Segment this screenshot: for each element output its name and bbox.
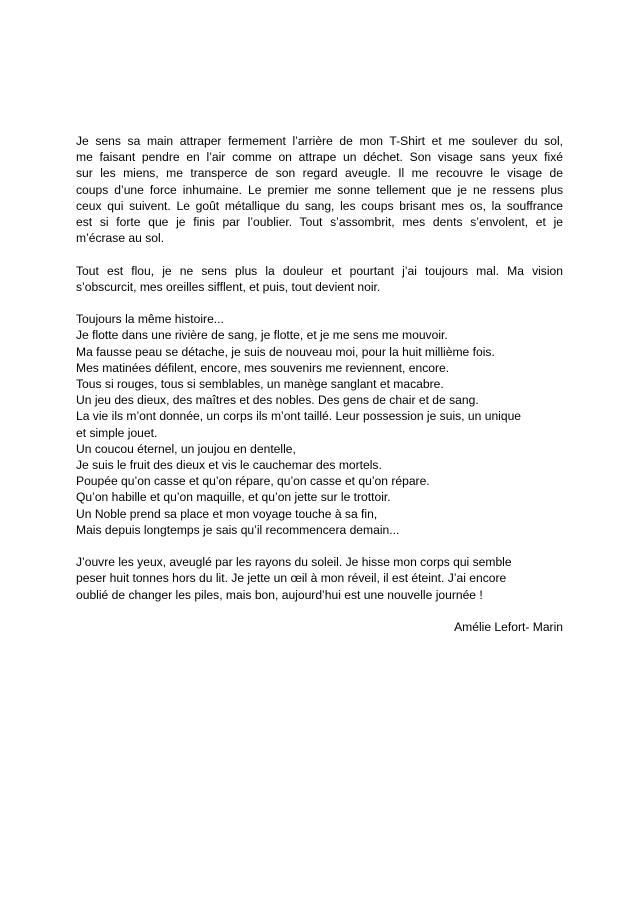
verse-line: Mais depuis longtemps je sais qu’il recommencera demain... bbox=[76, 522, 400, 537]
paragraph-1 bbox=[76, 133, 563, 246]
verse-line: Qu’on habille et qu’on maquille, et qu’on jette sur le trottoir. bbox=[76, 490, 391, 505]
paragraph-1-line: coups d’une force inhumaine. Le premier me sonne tellement que je ne ressens plus bbox=[76, 182, 563, 197]
verse-line: Ma fausse peau se détache, je suis de nouveau moi, pour la huit millième fois. bbox=[76, 344, 495, 359]
paragraph-gap bbox=[76, 538, 563, 554]
paragraph-3-line: peser huit tonnes hors du lit. Je jette un œil à mon réveil, il est éteint. J’ai encore bbox=[76, 571, 507, 586]
author-signature: Amélie Lefort- Marin bbox=[454, 620, 563, 635]
verse-line: Mes matinées défilent, encore, mes souvenirs me reviennent, encore. bbox=[76, 360, 450, 375]
paragraph-gap bbox=[76, 603, 563, 619]
paragraph-1-line: sur les miens, me transperce de son regard aveugle. Il me recouvre le visage de bbox=[76, 166, 563, 181]
paragraph-gap bbox=[76, 246, 563, 262]
verse-line: Toujours la même histoire... bbox=[76, 312, 224, 327]
paragraph-gap bbox=[76, 295, 563, 311]
paragraph-2-line: Tout est flou, je ne sens plus la douleur et pourtant j’ai toujours mal. Ma vision bbox=[76, 263, 563, 278]
paragraph-3 bbox=[76, 554, 563, 603]
paragraph-1-line: est si forte que je finis par l’oublier. Tout s’assombrit, mes dents s’envolent, et je bbox=[76, 215, 563, 230]
paragraph-1-line: ceux qui suivent. Le goût métallique du sang, les coups brisant mes os, la souffrance bbox=[76, 198, 563, 213]
verse-block bbox=[76, 311, 563, 538]
paragraph-1-line: Je sens sa main attraper fermement l’arrière de mon T-Shirt et me soulever du sol, bbox=[76, 134, 563, 148]
verse-line: Un jeu des dieux, des maîtres et des nobles. Des gens de chair et de sang. bbox=[76, 393, 479, 408]
paragraph-2 bbox=[76, 263, 563, 295]
paragraph-3-line: J’ouvre les yeux, aveuglé par les rayons du soleil. Je hisse mon corps qui semble bbox=[76, 555, 512, 570]
verse-line: Poupée qu’on casse et qu’on répare, qu’on casse et qu’on répare. bbox=[76, 474, 430, 489]
paragraph-3-line: oublié de changer les piles, mais bon, aujourd’hui est une nouvelle journée ! bbox=[76, 587, 483, 602]
document-body bbox=[76, 133, 563, 635]
paragraph-2-line: s’obscurcit, mes oreilles sifflent, et puis, tout devient noir. bbox=[76, 279, 381, 294]
verse-line: et simple jouet. bbox=[76, 425, 158, 440]
verse-line: Je suis le fruit des dieux et vis le cauchemar des mortels. bbox=[76, 458, 382, 473]
verse-line: Je flotte dans une rivière de sang, je flotte, et je me sens me mouvoir. bbox=[76, 328, 448, 343]
verse-line: La vie ils m’ont donnée, un corps ils m’ont taillé. Leur possession je suis, un unique bbox=[76, 409, 522, 424]
verse-line: Un Noble prend sa place et mon voyage touche à sa fin, bbox=[76, 506, 378, 521]
verse-line: Tous si rouges, tous si semblables, un manège sanglant et macabre. bbox=[76, 377, 444, 392]
paragraph-1-line: m’écrase au sol. bbox=[76, 231, 165, 246]
paragraph-1-line: me faisant pendre en l’air comme on attrape un déchet. Son visage sans yeux fixé bbox=[76, 150, 563, 165]
verse-line: Un coucou éternel, un joujou en dentelle, bbox=[76, 441, 296, 456]
